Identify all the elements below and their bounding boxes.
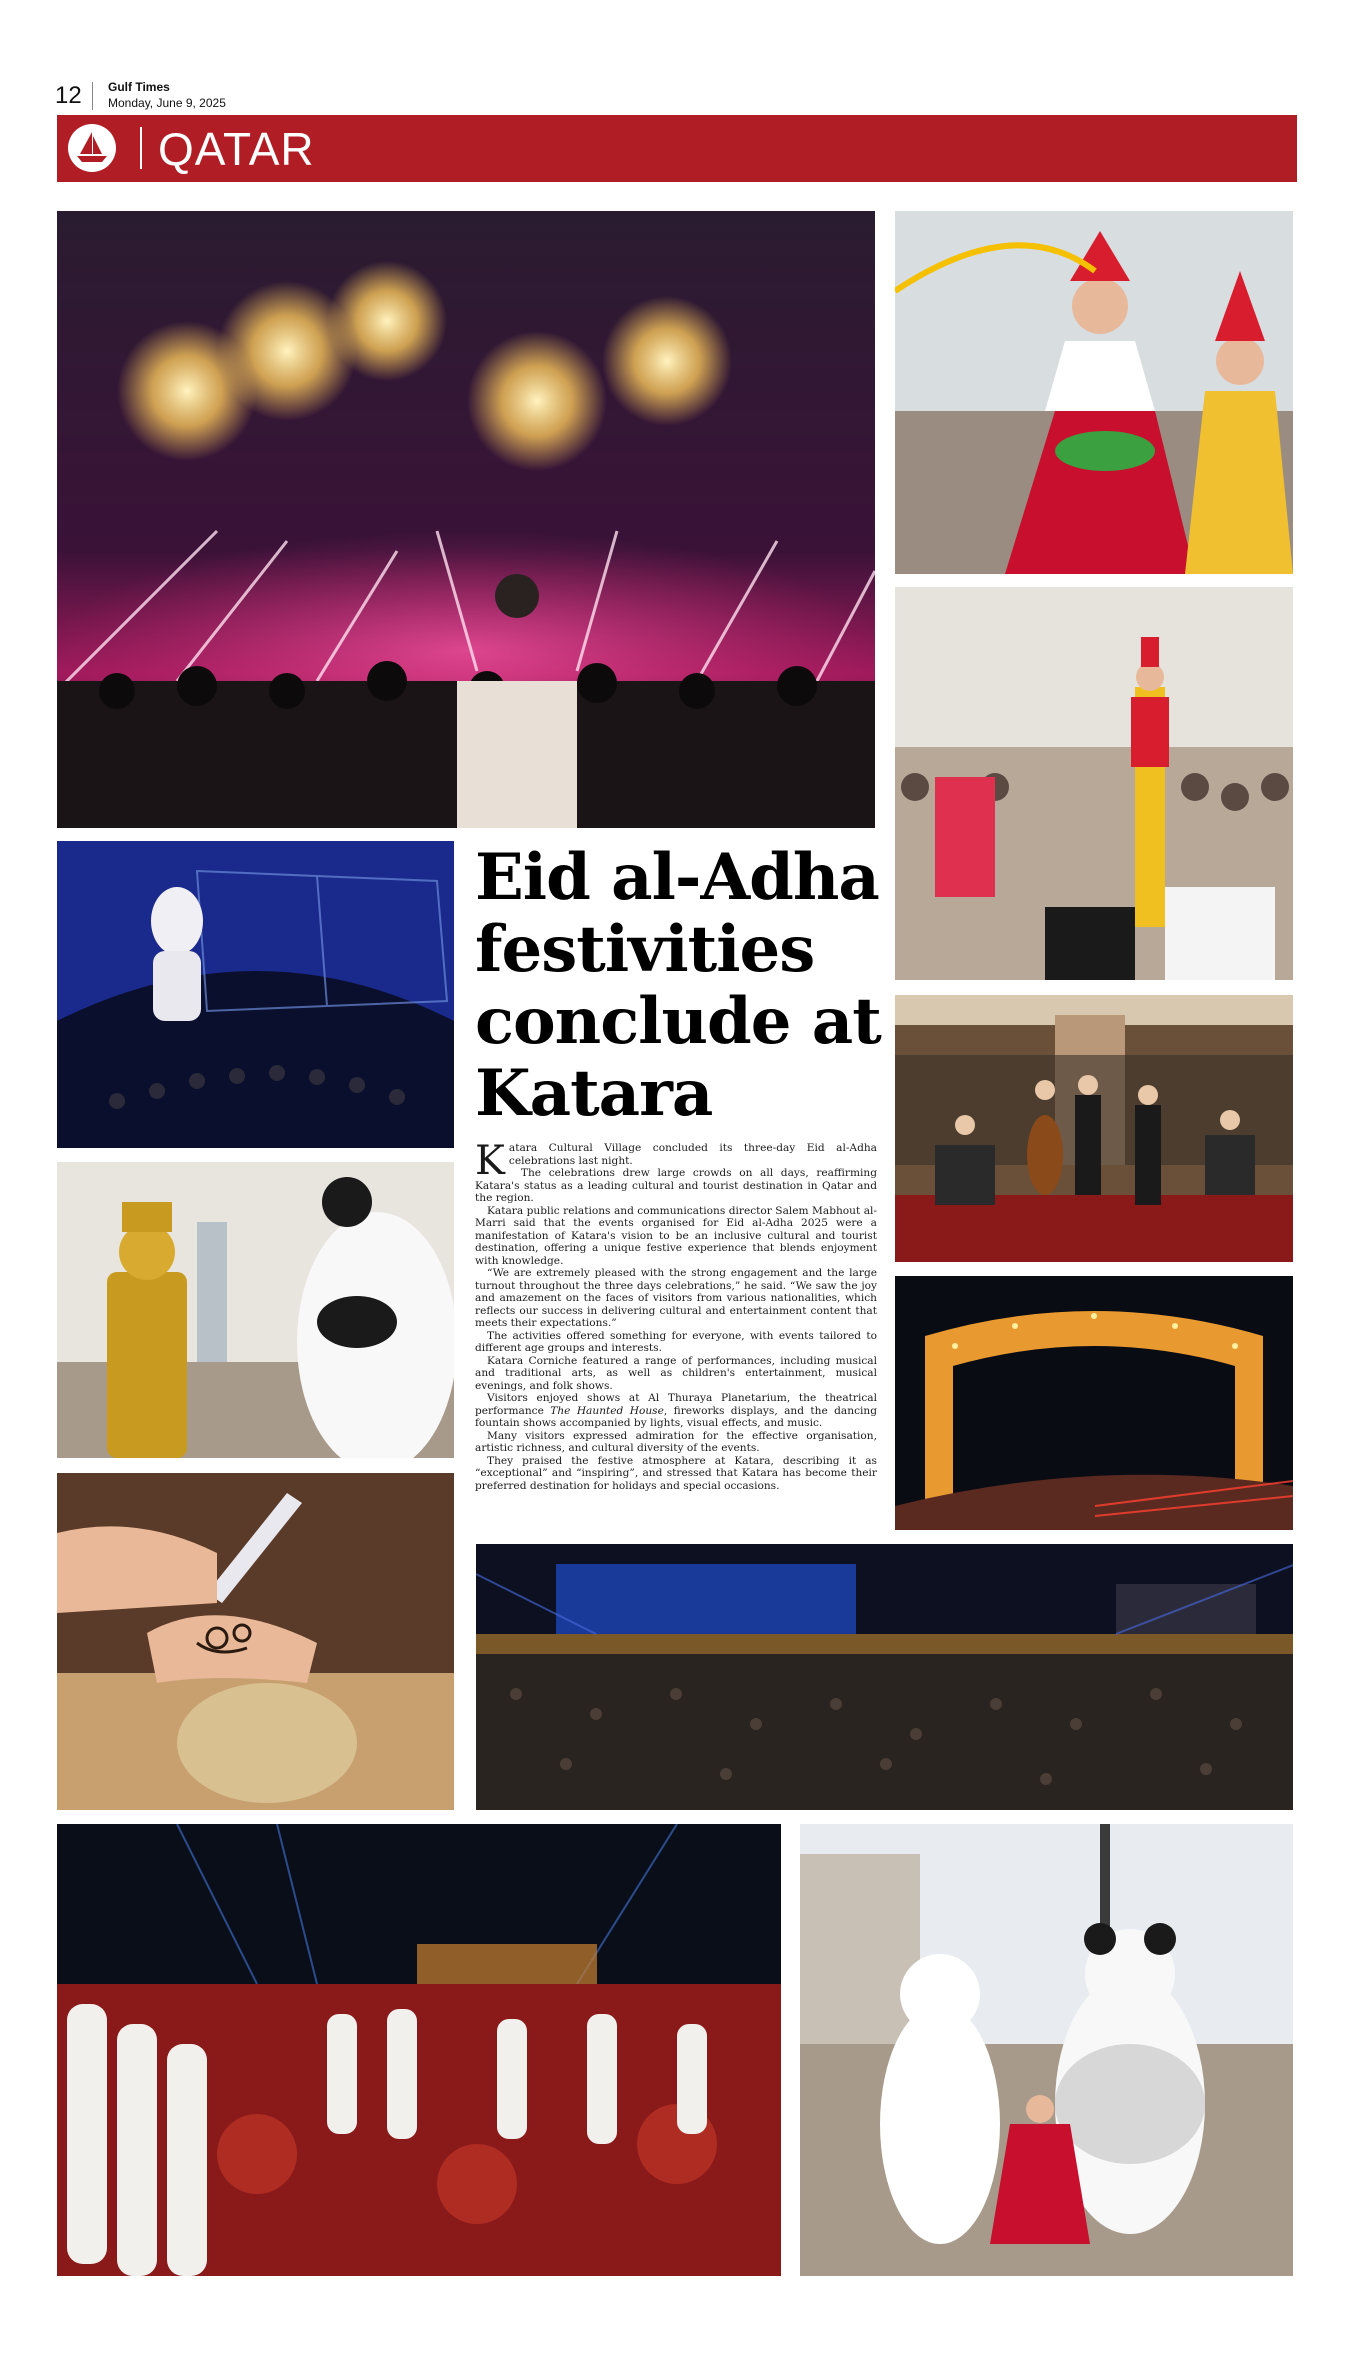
publication-date: Monday, June 9, 2025 — [108, 96, 226, 110]
dhow-boat-icon — [68, 124, 116, 172]
publication-name: Gulf Times — [108, 80, 170, 94]
article-paragraph: Katara Corniche featured a range of performances, including musical and traditional arts, as well as children's entertainment, musical evenings, and folk shows. — [475, 1354, 877, 1392]
golden-costume-panda-photo — [57, 1162, 454, 1458]
article-paragraph: Katara public relations and communications director Salem Mabhout al-Marri said that the events organised for Eid al-Adha 2025 were a manifestation of Katara's vision to be an inclusive cultural and tourist destination, offering a unique festive experience that blends enjoyment with knowledge. — [475, 1204, 877, 1267]
jazz-band-photo — [895, 995, 1293, 1262]
article-paragraph: Many visitors expressed admiration for the effective organisation, artistic richness, and cultural diversity of the events. — [475, 1429, 877, 1454]
article-paragraph: Visitors enjoyed shows at Al Thuraya Planetarium, the theatrical performance The Haunted House, fireworks displays, and the dancing fountain shows accompanied by lights, visual effects, and music. — [475, 1392, 877, 1429]
stilt-performers-photo — [895, 587, 1293, 980]
henna-photo — [57, 1473, 454, 1810]
article-paragraph: They praised the festive atmosphere at Katara, describing it as “exceptional” and “inspiring”, and stressed that Katara has become their preferred destination for holidays and special occasions. — [475, 1454, 877, 1492]
page-number: 12 — [55, 82, 82, 109]
article-body — [475, 1138, 877, 1492]
article-paragraph: “We are extremely pleased with the strong engagement and the large turnout throughout the three days celebrations,” he said. “We saw the joy and amazement on the faces of visitors from various nationalities, which reflects our success in delivering cultural and entertainment content that meets their expectations.” — [475, 1267, 877, 1329]
masthead-divider — [92, 82, 93, 110]
article-paragraph: The activities offered something for everyone, with events tailored to different age groups and interests. — [475, 1329, 877, 1354]
costume-performers-photo — [895, 211, 1293, 574]
banner-divider — [140, 127, 142, 169]
planetarium-photo — [57, 841, 454, 1148]
night-crowd-photo — [476, 1544, 1293, 1810]
article-paragraph: Katara Cultural Village concluded its three-day Eid al-Adha celebrations last night. — [475, 1138, 877, 1184]
section-title: QATAR — [158, 123, 315, 175]
article-paragraph: The celebrations drew large crowds on all days, reaffirming Katara's status as a leading cultural and tourist destination in Qatar and the region. — [475, 1167, 877, 1204]
drop-cap: K — [475, 1138, 505, 1184]
fireworks-photo — [57, 211, 875, 828]
headline: Eid al-Adha festivities conclude at Katara — [475, 840, 881, 1131]
decorative-arch-photo — [895, 1276, 1293, 1530]
mascots-photo — [800, 1824, 1293, 2276]
traditional-dance-photo — [57, 1824, 781, 2276]
